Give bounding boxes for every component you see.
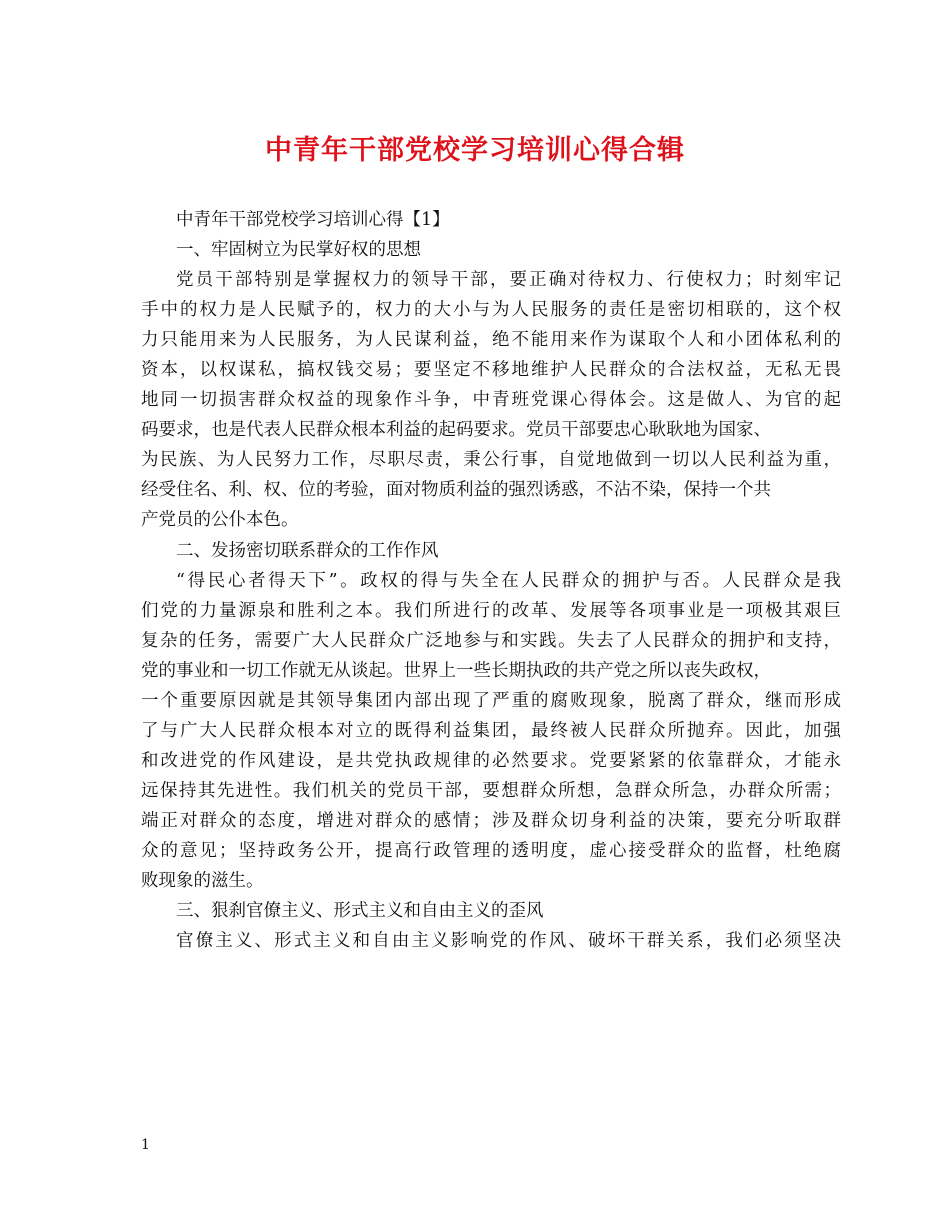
text-line: 远保持其先进性。我们机关的党员干部，要想群众所想，急群众所急，办群众所需； [141,780,841,801]
text-line: 码要求，也是代表人民群众根本利益的起码要求。党员干部要忠心耿耿地为国家、 [141,420,771,441]
text-line: 复杂的任务，需要广大人民群众广泛地参与和实践。失去了人民群众的拥护和支持， [141,630,841,651]
page-number: 1 [141,1137,150,1153]
text-line: 三、狠刹官僚主义、形式主义和自由主义的歪风 [176,901,544,922]
document-body [141,205,841,956]
text-line: 为民族、为人民努力工作，尽职尽责，秉公行事，自觉地做到一切以人民利益为重， [141,450,841,471]
text-line: 产党员的公仆本色。 [141,510,299,531]
text-line: 资本，以权谋私，搞权钱交易；要坚定不移地维护人民群众的合法权益，无私无畏 [141,360,841,381]
text-line: 地同一切损害群众权益的现象作斗争，中青班党课心得体会。这是做人、为官的起 [141,390,841,411]
text-line: 众的意见；坚持政务公开，提高行政管理的透明度，虚心接受群众的监督，杜绝腐 [141,840,841,861]
text-line: 二、发扬密切联系群众的工作作风 [176,540,439,561]
document-title: 中青年干部党校学习培训心得合辑 [265,135,685,166]
text-line: 党的事业和一切工作就无从谈起。世界上一些长期执政的共产党之所以丧失政权， [141,660,771,681]
text-line: 一个重要原因就是其领导集团内部出现了严重的腐败现象，脱离了群众，继而形成 [141,690,841,711]
text-line: 经受住名、利、权、位的考验，面对物质利益的强烈诱惑，不沾不染，保持一个共 [141,480,771,501]
text-line: 手中的权力是人民赋予的，权力的大小与为人民服务的责任是密切相联的，这个权 [141,300,841,321]
text-line: 们党的力量源泉和胜利之本。我们所进行的改革、发展等各项事业是一项极其艰巨 [141,600,841,621]
text-line: 官僚主义、形式主义和自由主义影响党的作风、破坏干群关系，我们必须坚决 [176,931,841,952]
text-line: 力只能用来为人民服务，为人民谋利益，绝不能用来作为谋取个人和小团体私利的 [141,330,841,351]
text-line: 中青年干部党校学习培训心得【1】 [176,210,450,230]
text-line: 败现象的滋生。 [141,871,264,892]
text-line: 端正对群众的态度，增进对群众的感情；涉及群众切身利益的决策，要充分听取群 [141,810,841,831]
text-line: 和改进党的作风建设，是共党执政规律的必然要求。党要紧紧的依靠群众，才能永 [141,750,841,771]
text-line: 了与广大人民群众根本对立的既得利益集团，最终被人民群众所抛弃。因此，加强 [141,720,841,741]
text-line: 党员干部特别是掌握权力的领导干部，要正确对待权力、行使权力；时刻牢记 [176,270,841,291]
text-line: “得民心者得天下”。政权的得与失全在人民群众的拥护与否。人民群众是我 [176,570,841,591]
text-line: 一、牢固树立为民掌好权的思想 [176,240,421,261]
